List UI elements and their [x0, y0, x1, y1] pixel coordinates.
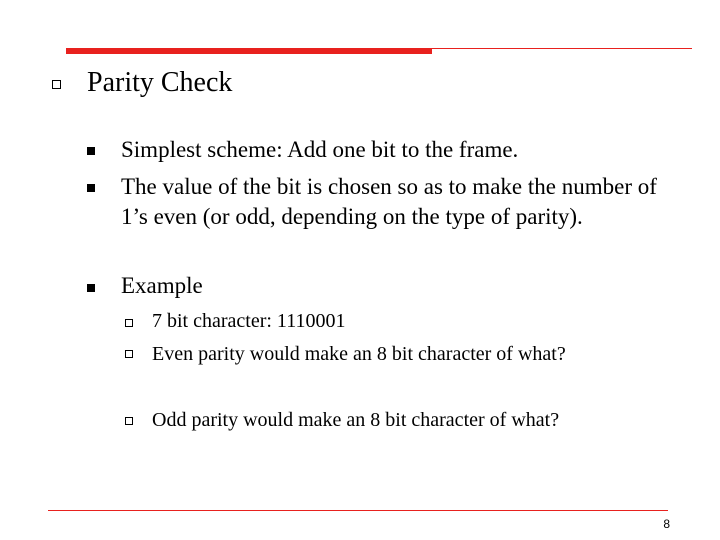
top-thin-rule [432, 48, 692, 49]
sub-bullet-text: Odd parity would make an 8 bit character of what? [152, 409, 560, 431]
page-number: 8 [663, 517, 670, 531]
top-accent-rule [66, 48, 432, 54]
solid-square-icon [87, 184, 95, 192]
hollow-square-icon [52, 80, 61, 89]
bullet-text: Simplest scheme: Add one bit to the frame. [121, 137, 519, 162]
small-hollow-square-icon [125, 350, 133, 358]
solid-square-icon [87, 284, 95, 292]
solid-square-icon [87, 147, 95, 155]
bottom-rule [48, 510, 668, 511]
small-hollow-square-icon [125, 319, 133, 327]
sub-bullet-text: Even parity would make an 8 bit character of what? [152, 343, 566, 365]
small-hollow-square-icon [125, 417, 133, 425]
sub-bullet-text: 7 bit character: 1110001 [152, 310, 346, 332]
bullet-text: The value of the bit is chosen so as to make the number of 1’s even (or odd, depending on the type of parity). [121, 174, 657, 229]
bullet-text: Example [121, 273, 203, 298]
slide-title: Parity Check [87, 67, 233, 98]
